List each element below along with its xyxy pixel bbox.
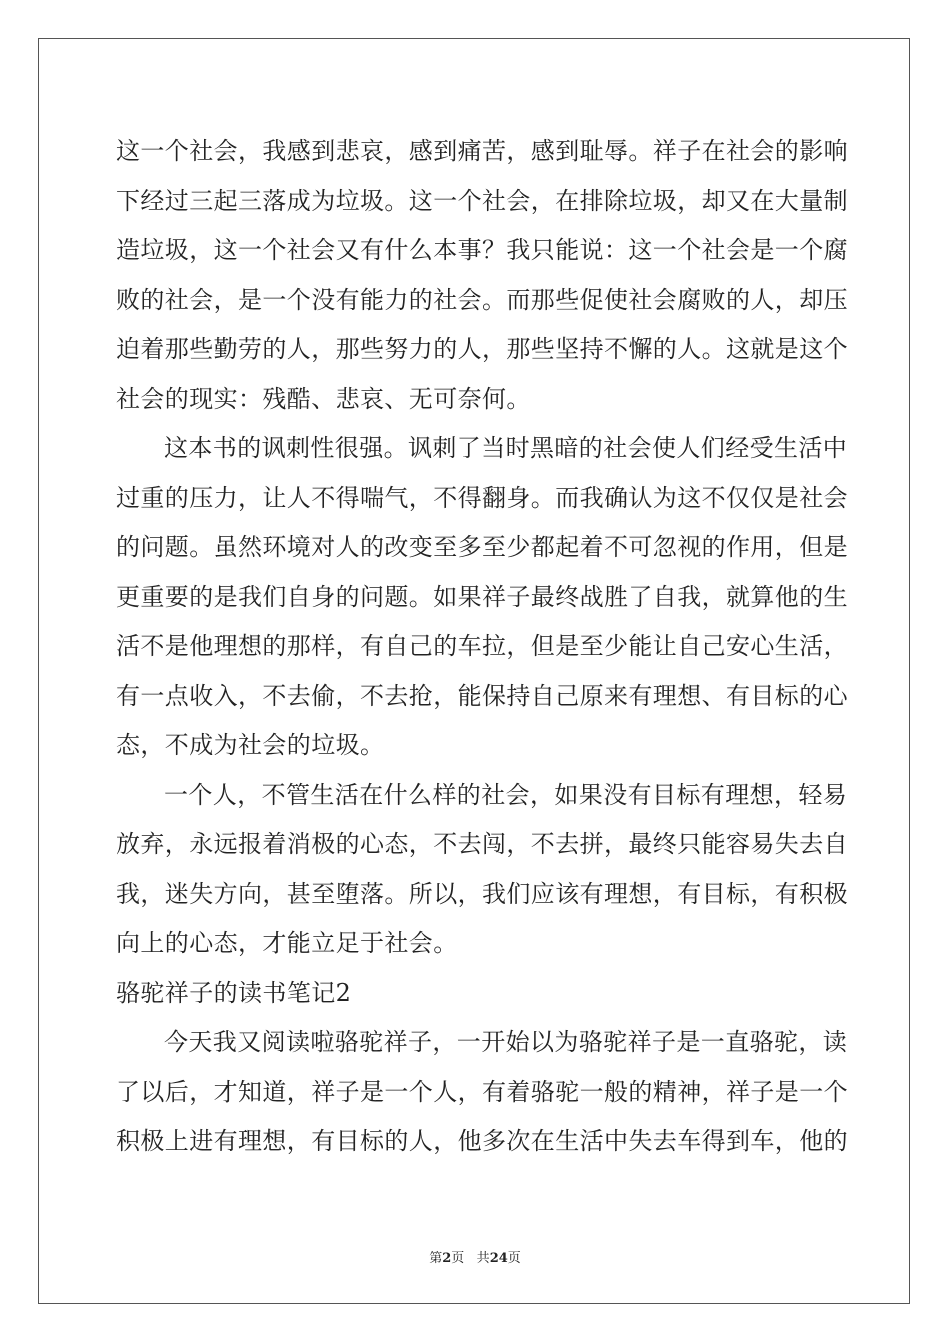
text-line: 今天我又阅读啦骆驼祥子，一开始以为骆驼祥子是一直骆驼，读	[164, 1028, 848, 1056]
text-line: 骆驼祥子的读书笔记2	[116, 978, 352, 1007]
footer-total-suffix: 页	[507, 1251, 521, 1266]
paragraph	[116, 1018, 848, 1167]
text-line: 迫着那些勤劳的人，那些努力的人，那些坚持不懈的人。这就是这个	[116, 335, 848, 363]
footer-total-pages: 24	[489, 1251, 508, 1266]
text-line: 态，不成为社会的垃圾。	[116, 731, 385, 759]
footer-prefix: 第	[429, 1251, 443, 1266]
text-line: 了以后，才知道，祥子是一个人，有着骆驼一般的精神，祥子是一个	[116, 1077, 848, 1106]
text-line: 积极上进有理想，有目标的人，他多次在生活中失去车得到车，他的	[116, 1127, 848, 1155]
text-line: 一个人，不管生活在什么样的社会，如果没有目标有理想，轻易	[164, 780, 848, 809]
text-line: 下经过三起三落成为垃圾。这一个社会，在排除垃圾，却又在大量制	[116, 186, 848, 215]
text-line: 更重要的是我们自身的问题。如果祥子最终战胜了自我，就算他的生	[116, 582, 848, 611]
paragraph	[116, 969, 836, 1019]
text-line: 社会的现实：残酷、悲哀、无可奈何。	[116, 384, 531, 413]
text-line: 向上的心态，才能立足于社会。	[116, 929, 458, 957]
text-line: 的问题。虽然环境对人的改变至多至少都起着不可忽视的作用，但是	[116, 533, 848, 561]
text-line: 活不是他理想的那样，有自己的车拉，但是至少能让自己安心生活，	[116, 632, 848, 660]
footer-page-suffix: 页	[451, 1251, 465, 1266]
document-body	[116, 127, 848, 1167]
text-line: 放弃，永远报着消极的心态，不去闯，不去拼，最终只能容易失去自	[116, 830, 848, 858]
text-line: 造垃圾，这一个社会又有什么本事？我只能说：这一个社会是一个腐	[116, 236, 848, 264]
text-line: 有一点收入，不去偷，不去抢，能保持自己原来有理想、有目标的心	[116, 681, 848, 710]
footer-total-prefix: 共	[476, 1251, 490, 1266]
paragraph	[116, 424, 848, 771]
text-line: 我，迷失方向，甚至堕落。所以，我们应该有理想，有目标，有积极	[116, 879, 848, 908]
text-line: 过重的压力，让人不得喘气，不得翻身。而我确认为这不仅仅是社会	[116, 483, 848, 512]
page-footer	[0, 1247, 950, 1266]
text-line: 这一个社会，我感到悲哀，感到痛苦，感到耻辱。祥子在社会的影响	[116, 137, 848, 165]
paragraph	[116, 771, 848, 969]
text-line: 败的社会，是一个没有能力的社会。而那些促使社会腐败的人，却压	[116, 285, 848, 314]
footer-page-number: 2	[442, 1251, 452, 1266]
text-line: 这本书的讽刺性很强。讽刺了当时黑暗的社会使人们经受生活中	[164, 434, 848, 462]
paragraph	[116, 127, 848, 424]
